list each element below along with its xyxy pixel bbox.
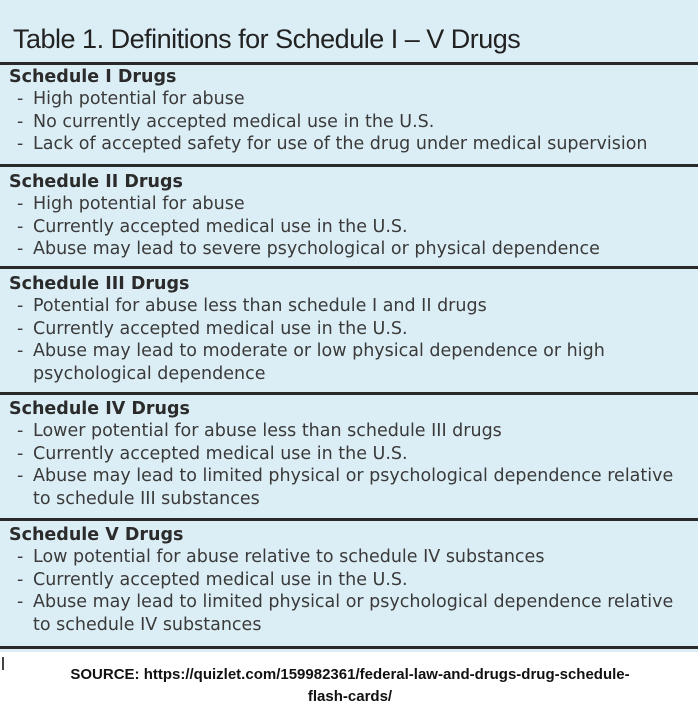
definition-item [9, 295, 697, 318]
definition-text: Lack of accepted safety for use of the drug under medical supervision [33, 134, 648, 155]
section-heading: Schedule III Drugs [9, 274, 190, 294]
section-heading: Schedule IV Drugs [9, 399, 190, 419]
section-divider [0, 62, 698, 65]
dash-bullet: - [17, 443, 24, 464]
dash-bullet: - [17, 296, 24, 316]
definition-item [9, 318, 697, 341]
dash-bullet: - [17, 111, 24, 132]
dash-bullet: - [17, 547, 24, 567]
definition-item [9, 443, 697, 466]
definition-item [9, 216, 697, 239]
schedule-section [9, 66, 697, 156]
section-divider [0, 646, 698, 649]
definition-text: Lower potential for abuse less than schedule III drugs [33, 421, 502, 441]
source-line-1: SOURCE: https://quizlet.com/159982361/federal-law-and-drugs-drug-schedule- [70, 666, 630, 683]
section-divider [0, 392, 698, 395]
definition-text: Low potential for abuse relative to schedule IV substances [33, 547, 545, 567]
definition-item [9, 465, 697, 488]
definition-item [9, 569, 697, 592]
definition-text: Currently accepted medical use in the U.S. [33, 443, 408, 464]
definition-text: Potential for abuse less than schedule I and II drugs [33, 296, 487, 316]
dash-bullet: - [17, 466, 24, 487]
section-divider [0, 164, 698, 167]
definition-item [9, 363, 697, 386]
section-heading: Schedule II Drugs [9, 172, 183, 192]
definition-item [9, 88, 697, 111]
definition-item [9, 193, 697, 216]
schedule-section [9, 171, 697, 261]
source-line-2: flash-cards/ [307, 688, 393, 705]
definition-text: Abuse may lead to limited physical or psychological dependence relative [33, 592, 674, 613]
definition-item [9, 420, 697, 443]
section-divider [0, 518, 698, 521]
dash-bullet: - [17, 134, 24, 155]
table-title: Table 1. Definitions for Schedule I – V Drugs [13, 24, 521, 54]
definition-item [9, 546, 697, 569]
dash-bullet: - [17, 592, 24, 613]
definition-text: High potential for abuse [33, 89, 245, 109]
dash-bullet: - [17, 216, 24, 237]
dash-bullet: - [17, 421, 24, 441]
definition-text: Abuse may lead to severe psychological or physical dependence [33, 239, 600, 260]
definition-item [9, 614, 697, 637]
dash-bullet: - [17, 341, 24, 362]
definition-item [9, 340, 697, 363]
schedule-section [9, 398, 697, 510]
dash-bullet: - [17, 89, 24, 109]
dash-bullet: - [17, 318, 24, 339]
source-caption [0, 664, 700, 708]
definition-text: to schedule IV substances [33, 614, 262, 635]
section-divider [0, 266, 698, 269]
definition-text: High potential for abuse [33, 194, 245, 214]
definition-text: Currently accepted medical use in the U.S. [33, 216, 408, 237]
definition-item [9, 488, 697, 511]
definition-item [9, 238, 697, 261]
section-heading: Schedule V Drugs [9, 525, 184, 545]
dash-bullet: - [17, 569, 24, 590]
definition-text: psychological dependence [33, 363, 266, 384]
schedule-section [9, 524, 697, 636]
definition-text: Abuse may lead to limited physical or psychological dependence relative [33, 466, 674, 487]
definition-text: Abuse may lead to moderate or low physical dependence or high [33, 341, 605, 362]
definition-item [9, 591, 697, 614]
definition-text: No currently accepted medical use in the U.S. [33, 111, 435, 132]
schedule-section [9, 273, 697, 385]
definition-text: to schedule III substances [33, 488, 260, 509]
definition-text: Currently accepted medical use in the U.S. [33, 318, 408, 339]
section-heading: Schedule I Drugs [9, 67, 177, 87]
definition-text: Currently accepted medical use in the U.S. [33, 569, 408, 590]
dash-bullet: - [17, 239, 24, 260]
definition-item [9, 111, 697, 134]
dash-bullet: - [17, 194, 24, 214]
definition-item [9, 133, 697, 156]
